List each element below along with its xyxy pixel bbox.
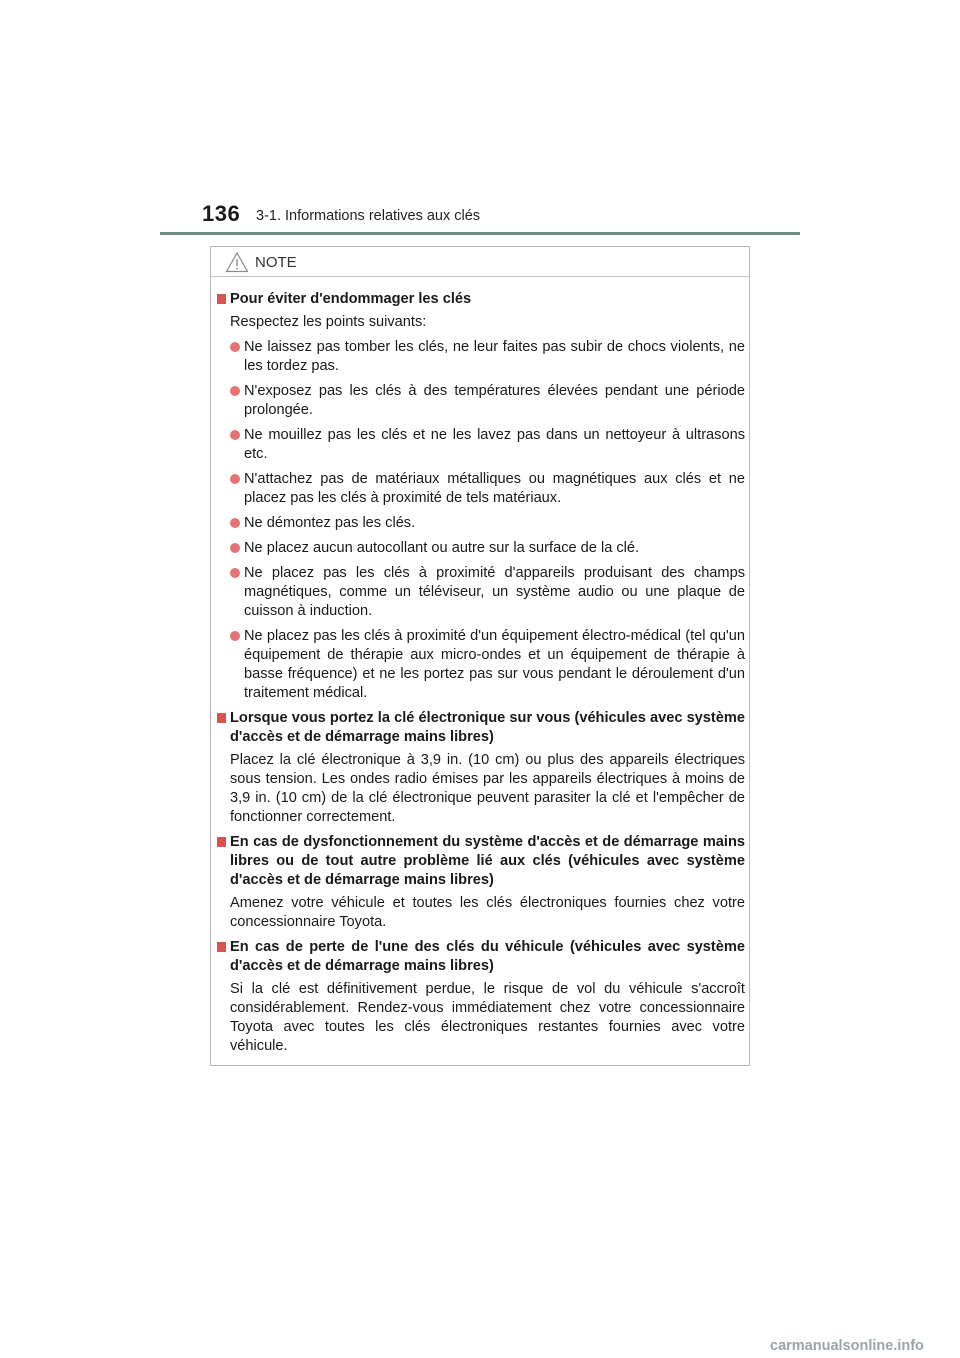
square-bullet-icon (217, 942, 226, 952)
circle-bullet-icon (230, 518, 240, 528)
notice-title: NOTE (255, 254, 297, 271)
list-item: Ne placez pas les clés à proximité d'appareils produisant des champs magnétiques, comme un téléviseur, un système audio ou une plaque de cuisson à induction. (217, 564, 745, 621)
square-bullet-icon (217, 294, 226, 304)
warning-triangle-icon (225, 251, 249, 273)
section-title: 3-1. Informations relatives aux clés (256, 208, 481, 224)
circle-bullet-icon (230, 543, 240, 553)
list-item: N'attachez pas de matériaux métalliques ou magnétiques aux clés et ne placez pas les clés à proximité de tels matériaux. (217, 470, 745, 508)
section-heading: Pour éviter d'endommager les clés (217, 290, 745, 309)
section-text: Amenez votre véhicule et toutes les clés électroniques fournies chez votre concessionnaire Toyota. (230, 895, 745, 930)
square-bullet-icon (217, 713, 226, 723)
list-item: Ne placez aucun autocollant ou autre sur la surface de la clé. (217, 539, 745, 558)
circle-bullet-icon (230, 386, 240, 396)
section-text: Si la clé est définitivement perdue, le risque de vol du véhicule s'accroît considérablement. Rendez-vous immédiatement chez votre concessionnaire Toyota avec toutes les clés électroniques restantes fournies avec votre véhicule. (230, 981, 745, 1054)
section-heading: Lorsque vous portez la clé électronique sur vous (véhicules avec système d'accès et de démarrage mains libres) (217, 709, 745, 747)
list-item: Ne mouillez pas les clés et ne les lavez pas dans un nettoyeur à ultrasons etc. (217, 426, 745, 464)
list-item: N'exposez pas les clés à des températures élevées pendant une période prolongée. (217, 382, 745, 420)
watermark: carmanualsonline.info (770, 1338, 924, 1354)
circle-bullet-icon (230, 568, 240, 578)
section-heading: En cas de perte de l'une des clés du véhicule (véhicules avec système d'accès et de démarrage mains libres) (217, 938, 745, 976)
list-item: Ne placez pas les clés à proximité d'un équipement électro-médical (tel qu'un équipement de thérapie aux micro-ondes et un équipement de thérapie à basse fréquence) et ne les portez pas sur vous pendant le déroulement d'un traitement médical. (217, 627, 745, 703)
circle-bullet-icon (230, 342, 240, 352)
page-number: 136 (202, 201, 241, 226)
square-bullet-icon (217, 837, 226, 847)
section-text: Respectez les points suivants: (230, 314, 427, 330)
header-rule (160, 232, 800, 235)
list-item: Ne démontez pas les clés. (217, 514, 745, 533)
notice-header (211, 247, 749, 277)
notice-box (210, 246, 750, 1066)
section-heading: En cas de dysfonctionnement du système d'accès et de démarrage mains libres ou de tout autre problème lié aux clés (véhicules avec système d'accès et de démarrage mains libres) (217, 833, 745, 890)
circle-bullet-icon (230, 631, 240, 641)
circle-bullet-icon (230, 474, 240, 484)
circle-bullet-icon (230, 430, 240, 440)
notice-body (217, 290, 745, 1062)
list-item: Ne laissez pas tomber les clés, ne leur faites pas subir de chocs violents, ne les tordez pas. (217, 338, 745, 376)
section-text: Placez la clé électronique à 3,9 in. (10 cm) ou plus des appareils électriques sous tension. Les ondes radio émises par les appareils électriques à moins de 3,9 in. (10 cm) de la clé électronique peuvent parasiter la clé et l'empêcher de fonctionner correctement. (230, 752, 745, 825)
